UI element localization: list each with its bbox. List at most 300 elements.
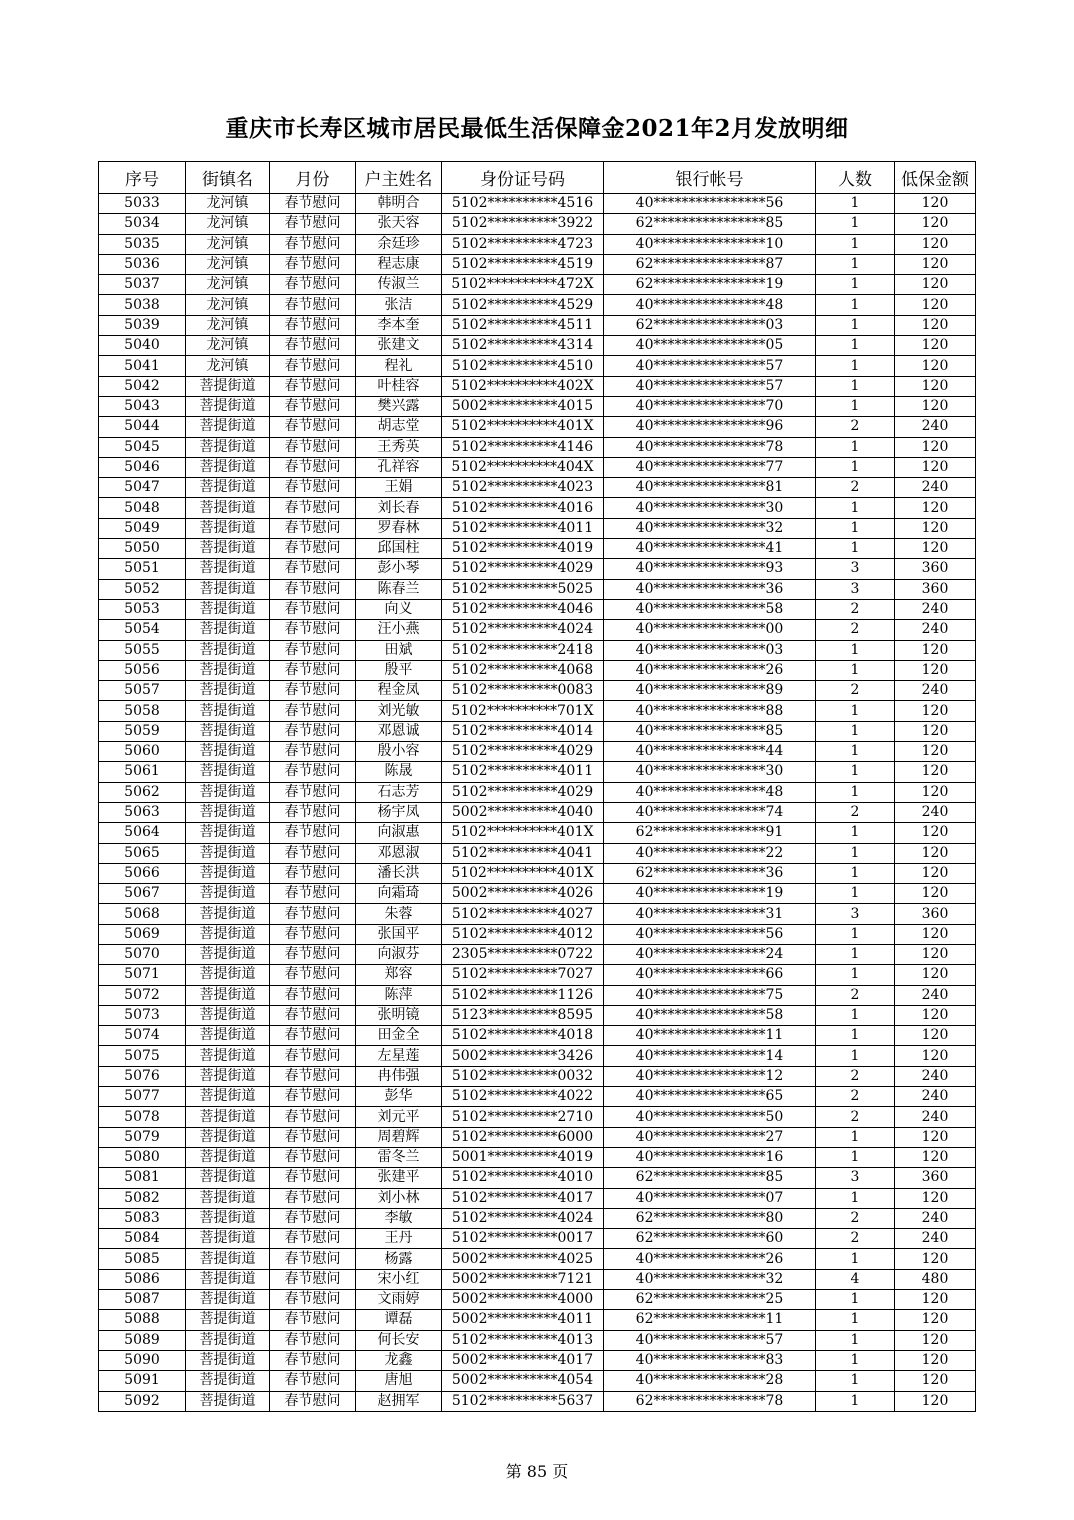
cell-month: 春节慰问: [270, 234, 356, 254]
cell-householder: 向淑芬: [356, 944, 442, 964]
cell-id-number: 5102**********404X: [442, 457, 604, 477]
cell-people: 1: [816, 1290, 895, 1310]
cell-month: 春节慰问: [270, 1127, 356, 1147]
cell-index: 5036: [99, 254, 186, 274]
cell-amount: 120: [895, 1026, 976, 1046]
cell-month: 春节慰问: [270, 1350, 356, 1370]
cell-amount: 120: [895, 214, 976, 234]
cell-bank-account: 40****************74: [604, 802, 816, 822]
cell-householder: 左星莲: [356, 1046, 442, 1066]
cell-id-number: 5102**********4314: [442, 336, 604, 356]
cell-index: 5073: [99, 1005, 186, 1025]
cell-amount: 480: [895, 1269, 976, 1289]
cell-id-number: 5102**********6000: [442, 1127, 604, 1147]
cell-amount: 120: [895, 539, 976, 559]
table-row: [99, 396, 976, 416]
cell-bank-account: 40****************14: [604, 1046, 816, 1066]
cell-people: 1: [816, 498, 895, 518]
cell-index: 5089: [99, 1330, 186, 1350]
cell-bank-account: 62****************25: [604, 1290, 816, 1310]
cell-index: 5059: [99, 721, 186, 741]
table-row: [99, 539, 976, 559]
cell-index: 5061: [99, 762, 186, 782]
cell-month: 春节慰问: [270, 1107, 356, 1127]
cell-id-number: 5102**********4024: [442, 1208, 604, 1228]
table-row: [99, 1046, 976, 1066]
cell-id-number: 5102**********4723: [442, 234, 604, 254]
cell-householder: 杨宇凤: [356, 802, 442, 822]
cell-id-number: 5102**********4024: [442, 620, 604, 640]
cell-index: 5069: [99, 924, 186, 944]
cell-bank-account: 40****************10: [604, 234, 816, 254]
cell-householder: 殷平: [356, 660, 442, 680]
cell-householder: 李敏: [356, 1208, 442, 1228]
cell-month: 春节慰问: [270, 194, 356, 214]
cell-amount: 120: [895, 336, 976, 356]
cell-bank-account: 40****************56: [604, 924, 816, 944]
cell-bank-account: 40****************85: [604, 721, 816, 741]
cell-householder: 龙鑫: [356, 1350, 442, 1370]
cell-bank-account: 40****************05: [604, 336, 816, 356]
cell-householder: 陈春兰: [356, 579, 442, 599]
cell-id-number: 5102**********3922: [442, 214, 604, 234]
cell-town: 菩提街道: [186, 1350, 270, 1370]
cell-id-number: 5102**********4510: [442, 356, 604, 376]
cell-bank-account: 40****************75: [604, 985, 816, 1005]
cell-id-number: 5002**********4026: [442, 884, 604, 904]
cell-month: 春节慰问: [270, 559, 356, 579]
cell-index: 5037: [99, 275, 186, 295]
cell-town: 菩提街道: [186, 1026, 270, 1046]
cell-amount: 120: [895, 965, 976, 985]
cell-people: 1: [816, 660, 895, 680]
cell-index: 5052: [99, 579, 186, 599]
cell-householder: 冉伟强: [356, 1066, 442, 1086]
header-cell-town: 街镇名: [186, 162, 270, 194]
cell-householder: 孔祥容: [356, 457, 442, 477]
cell-town: 菩提街道: [186, 924, 270, 944]
cell-householder: 潘长洪: [356, 863, 442, 883]
cell-householder: 向义: [356, 599, 442, 619]
cell-id-number: 5102**********5025: [442, 579, 604, 599]
cell-index: 5044: [99, 417, 186, 437]
cell-town: 菩提街道: [186, 1188, 270, 1208]
cell-month: 春节慰问: [270, 1168, 356, 1188]
cell-householder: 刘长春: [356, 498, 442, 518]
cell-amount: 240: [895, 417, 976, 437]
cell-bank-account: 62****************91: [604, 823, 816, 843]
table-row: [99, 599, 976, 619]
table-row: [99, 742, 976, 762]
cell-town: 龙河镇: [186, 336, 270, 356]
cell-householder: 朱蓉: [356, 904, 442, 924]
cell-month: 春节慰问: [270, 579, 356, 599]
table-row: [99, 965, 976, 985]
table-row: [99, 1208, 976, 1228]
cell-town: 菩提街道: [186, 965, 270, 985]
cell-town: 菩提街道: [186, 721, 270, 741]
cell-month: 春节慰问: [270, 478, 356, 498]
cell-town: 龙河镇: [186, 254, 270, 274]
table-row: [99, 579, 976, 599]
header-cell-bank-account: 银行帐号: [604, 162, 816, 194]
cell-bank-account: 40****************27: [604, 1127, 816, 1147]
cell-householder: 张洁: [356, 295, 442, 315]
cell-month: 春节慰问: [270, 985, 356, 1005]
document-title: 重庆市长寿区城市居民最低生活保障金2021年2月发放明细: [225, 115, 849, 142]
cell-people: 2: [816, 1087, 895, 1107]
cell-id-number: 5002**********4054: [442, 1371, 604, 1391]
cell-people: 2: [816, 1107, 895, 1127]
cell-people: 1: [816, 843, 895, 863]
cell-householder: 张国平: [356, 924, 442, 944]
cell-people: 1: [816, 1391, 895, 1411]
cell-index: 5054: [99, 620, 186, 640]
cell-month: 春节慰问: [270, 1046, 356, 1066]
cell-amount: 120: [895, 457, 976, 477]
cell-town: 菩提街道: [186, 823, 270, 843]
cell-householder: 陈萍: [356, 985, 442, 1005]
cell-month: 春节慰问: [270, 1188, 356, 1208]
cell-town: 龙河镇: [186, 234, 270, 254]
cell-index: 5038: [99, 295, 186, 315]
cell-id-number: 5102**********2710: [442, 1107, 604, 1127]
table-row: [99, 315, 976, 335]
cell-index: 5035: [99, 234, 186, 254]
cell-id-number: 5102**********4146: [442, 437, 604, 457]
cell-month: 春节慰问: [270, 640, 356, 660]
cell-people: 1: [816, 518, 895, 538]
cell-people: 1: [816, 1127, 895, 1147]
cell-bank-account: 40****************78: [604, 437, 816, 457]
cell-index: 5049: [99, 518, 186, 538]
cell-householder: 赵拥军: [356, 1391, 442, 1411]
table-row: [99, 1229, 976, 1249]
cell-bank-account: 62****************87: [604, 254, 816, 274]
table-row: [99, 356, 976, 376]
cell-month: 春节慰问: [270, 1229, 356, 1249]
cell-amount: 240: [895, 620, 976, 640]
cell-id-number: 5102**********402X: [442, 376, 604, 396]
cell-town: 菩提街道: [186, 1330, 270, 1350]
cell-month: 春节慰问: [270, 498, 356, 518]
table-row: [99, 417, 976, 437]
cell-householder: 程礼: [356, 356, 442, 376]
cell-index: 5066: [99, 863, 186, 883]
cell-town: 菩提街道: [186, 640, 270, 660]
cell-people: 4: [816, 1269, 895, 1289]
cell-town: 菩提街道: [186, 1046, 270, 1066]
cell-town: 菩提街道: [186, 1147, 270, 1167]
cell-people: 2: [816, 417, 895, 437]
cell-amount: 360: [895, 579, 976, 599]
cell-householder: 向霜琦: [356, 884, 442, 904]
table-row: [99, 498, 976, 518]
cell-people: 2: [816, 681, 895, 701]
cell-bank-account: 40****************30: [604, 498, 816, 518]
cell-index: 5083: [99, 1208, 186, 1228]
cell-month: 春节慰问: [270, 1005, 356, 1025]
table-row: [99, 437, 976, 457]
cell-town: 菩提街道: [186, 396, 270, 416]
table-row: [99, 559, 976, 579]
cell-bank-account: 40****************22: [604, 843, 816, 863]
cell-month: 春节慰问: [270, 1310, 356, 1330]
cell-householder: 文雨婷: [356, 1290, 442, 1310]
cell-index: 5051: [99, 559, 186, 579]
cell-index: 5050: [99, 539, 186, 559]
cell-householder: 张明镜: [356, 1005, 442, 1025]
cell-id-number: 5102**********4013: [442, 1330, 604, 1350]
cell-month: 春节慰问: [270, 701, 356, 721]
cell-index: 5072: [99, 985, 186, 1005]
cell-id-number: 5102**********472X: [442, 275, 604, 295]
cell-amount: 120: [895, 194, 976, 214]
table-row: [99, 478, 976, 498]
cell-id-number: 5102**********4511: [442, 315, 604, 335]
header-cell-month: 月份: [270, 162, 356, 194]
cell-bank-account: 62****************85: [604, 1168, 816, 1188]
cell-bank-account: 40****************30: [604, 762, 816, 782]
cell-index: 5082: [99, 1188, 186, 1208]
table-row: [99, 1330, 976, 1350]
cell-town: 菩提街道: [186, 660, 270, 680]
cell-bank-account: 40****************77: [604, 457, 816, 477]
cell-bank-account: 40****************70: [604, 396, 816, 416]
cell-index: 5078: [99, 1107, 186, 1127]
cell-town: 菩提街道: [186, 1249, 270, 1269]
cell-bank-account: 62****************60: [604, 1229, 816, 1249]
cell-town: 菩提街道: [186, 1168, 270, 1188]
cell-householder: 余廷珍: [356, 234, 442, 254]
cell-index: 5047: [99, 478, 186, 498]
cell-index: 5085: [99, 1249, 186, 1269]
cell-town: 菩提街道: [186, 742, 270, 762]
cell-householder: 唐旭: [356, 1371, 442, 1391]
table-row: [99, 1087, 976, 1107]
cell-amount: 120: [895, 376, 976, 396]
table-row: [99, 518, 976, 538]
cell-id-number: 5102**********0083: [442, 681, 604, 701]
cell-id-number: 5102**********4014: [442, 721, 604, 741]
cell-amount: 120: [895, 1330, 976, 1350]
cell-id-number: 5102**********401X: [442, 863, 604, 883]
cell-index: 5086: [99, 1269, 186, 1289]
cell-people: 1: [816, 356, 895, 376]
cell-amount: 240: [895, 1229, 976, 1249]
cell-people: 1: [816, 1310, 895, 1330]
cell-index: 5033: [99, 194, 186, 214]
table-row: [99, 721, 976, 741]
cell-month: 春节慰问: [270, 681, 356, 701]
cell-householder: 程金凤: [356, 681, 442, 701]
cell-people: 1: [816, 823, 895, 843]
cell-bank-account: 40****************12: [604, 1066, 816, 1086]
table-row: [99, 1168, 976, 1188]
cell-id-number: 5102**********4012: [442, 924, 604, 944]
cell-id-number: 5102**********4011: [442, 762, 604, 782]
cell-index: 5090: [99, 1350, 186, 1370]
cell-amount: 120: [895, 762, 976, 782]
cell-town: 菩提街道: [186, 802, 270, 822]
cell-id-number: 5002**********4025: [442, 1249, 604, 1269]
header-cell-people: 人数: [816, 162, 895, 194]
cell-bank-account: 40****************03: [604, 640, 816, 660]
cell-people: 1: [816, 376, 895, 396]
cell-bank-account: 40****************83: [604, 1350, 816, 1370]
cell-bank-account: 40****************58: [604, 1005, 816, 1025]
cell-bank-account: 40****************36: [604, 579, 816, 599]
cell-amount: 120: [895, 1290, 976, 1310]
cell-people: 1: [816, 1371, 895, 1391]
cell-people: 1: [816, 742, 895, 762]
cell-bank-account: 40****************11: [604, 1026, 816, 1046]
cell-amount: 240: [895, 802, 976, 822]
table-row: [99, 1269, 976, 1289]
table-row: [99, 1350, 976, 1370]
cell-amount: 360: [895, 559, 976, 579]
cell-people: 1: [816, 863, 895, 883]
cell-index: 5080: [99, 1147, 186, 1167]
cell-town: 菩提街道: [186, 518, 270, 538]
cell-town: 菩提街道: [186, 478, 270, 498]
cell-householder: 雷冬兰: [356, 1147, 442, 1167]
cell-town: 龙河镇: [186, 356, 270, 376]
cell-amount: 120: [895, 498, 976, 518]
table-row: [99, 376, 976, 396]
cell-month: 春节慰问: [270, 863, 356, 883]
table-row: [99, 640, 976, 660]
cell-index: 5039: [99, 315, 186, 335]
cell-month: 春节慰问: [270, 315, 356, 335]
cell-town: 菩提街道: [186, 843, 270, 863]
page-number: 第 85 页: [505, 1462, 569, 1481]
cell-people: 1: [816, 194, 895, 214]
cell-month: 春节慰问: [270, 620, 356, 640]
cell-amount: 120: [895, 823, 976, 843]
cell-month: 春节慰问: [270, 376, 356, 396]
table-row: [99, 457, 976, 477]
cell-index: 5040: [99, 336, 186, 356]
cell-month: 春节慰问: [270, 295, 356, 315]
cell-bank-account: 40****************93: [604, 559, 816, 579]
cell-householder: 樊兴露: [356, 396, 442, 416]
cell-amount: 120: [895, 863, 976, 883]
cell-householder: 彭华: [356, 1087, 442, 1107]
table-row: [99, 863, 976, 883]
table-row: [99, 1026, 976, 1046]
cell-index: 5062: [99, 782, 186, 802]
cell-month: 春节慰问: [270, 965, 356, 985]
cell-id-number: 5102**********701X: [442, 701, 604, 721]
cell-index: 5042: [99, 376, 186, 396]
table-row: [99, 823, 976, 843]
cell-town: 菩提街道: [186, 701, 270, 721]
cell-town: 菩提街道: [186, 1127, 270, 1147]
table-row: [99, 295, 976, 315]
cell-town: 龙河镇: [186, 275, 270, 295]
cell-bank-account: 62****************36: [604, 863, 816, 883]
cell-people: 2: [816, 802, 895, 822]
cell-month: 春节慰问: [270, 1087, 356, 1107]
cell-people: 2: [816, 478, 895, 498]
table-row: [99, 762, 976, 782]
cell-town: 菩提街道: [186, 884, 270, 904]
cell-people: 2: [816, 985, 895, 1005]
table-row: [99, 1371, 976, 1391]
cell-bank-account: 40****************89: [604, 681, 816, 701]
cell-index: 5092: [99, 1391, 186, 1411]
cell-bank-account: 62****************19: [604, 275, 816, 295]
cell-index: 5058: [99, 701, 186, 721]
cell-bank-account: 40****************19: [604, 884, 816, 904]
table-row: [99, 1147, 976, 1167]
cell-amount: 240: [895, 1208, 976, 1228]
cell-bank-account: 40****************32: [604, 1269, 816, 1289]
cell-town: 龙河镇: [186, 194, 270, 214]
cell-month: 春节慰问: [270, 904, 356, 924]
header-cell-amount: 低保金额: [895, 162, 976, 194]
cell-amount: 120: [895, 782, 976, 802]
cell-people: 1: [816, 884, 895, 904]
cell-bank-account: 62****************85: [604, 214, 816, 234]
cell-amount: 120: [895, 254, 976, 274]
cell-id-number: 5102**********2418: [442, 640, 604, 660]
cell-bank-account: 40****************00: [604, 620, 816, 640]
cell-people: 1: [816, 721, 895, 741]
cell-month: 春节慰问: [270, 457, 356, 477]
cell-index: 5063: [99, 802, 186, 822]
cell-town: 菩提街道: [186, 863, 270, 883]
cell-town: 菩提街道: [186, 1005, 270, 1025]
cell-amount: 120: [895, 701, 976, 721]
cell-householder: 邓恩淑: [356, 843, 442, 863]
cell-amount: 120: [895, 518, 976, 538]
cell-amount: 120: [895, 437, 976, 457]
cell-amount: 120: [895, 1371, 976, 1391]
cell-month: 春节慰问: [270, 599, 356, 619]
cell-month: 春节慰问: [270, 721, 356, 741]
cell-month: 春节慰问: [270, 275, 356, 295]
cell-householder: 程志康: [356, 254, 442, 274]
cell-index: 5046: [99, 457, 186, 477]
cell-town: 菩提街道: [186, 944, 270, 964]
cell-town: 菩提街道: [186, 1310, 270, 1330]
cell-town: 菩提街道: [186, 1371, 270, 1391]
table-row: [99, 904, 976, 924]
cell-id-number: 5102**********0017: [442, 1229, 604, 1249]
cell-town: 菩提街道: [186, 539, 270, 559]
cell-id-number: 5102**********4010: [442, 1168, 604, 1188]
cell-amount: 120: [895, 1127, 976, 1147]
cell-id-number: 5102**********4018: [442, 1026, 604, 1046]
cell-people: 1: [816, 944, 895, 964]
table-row: [99, 1107, 976, 1127]
cell-amount: 240: [895, 1107, 976, 1127]
cell-id-number: 5102**********4529: [442, 295, 604, 315]
cell-month: 春节慰问: [270, 1026, 356, 1046]
cell-people: 1: [816, 396, 895, 416]
table-row: [99, 985, 976, 1005]
cell-householder: 彭小琴: [356, 559, 442, 579]
cell-amount: 120: [895, 1249, 976, 1269]
cell-bank-account: 40****************56: [604, 194, 816, 214]
cell-people: 3: [816, 1168, 895, 1188]
table-row: [99, 275, 976, 295]
cell-bank-account: 40****************96: [604, 417, 816, 437]
cell-month: 春节慰问: [270, 254, 356, 274]
cell-index: 5068: [99, 904, 186, 924]
